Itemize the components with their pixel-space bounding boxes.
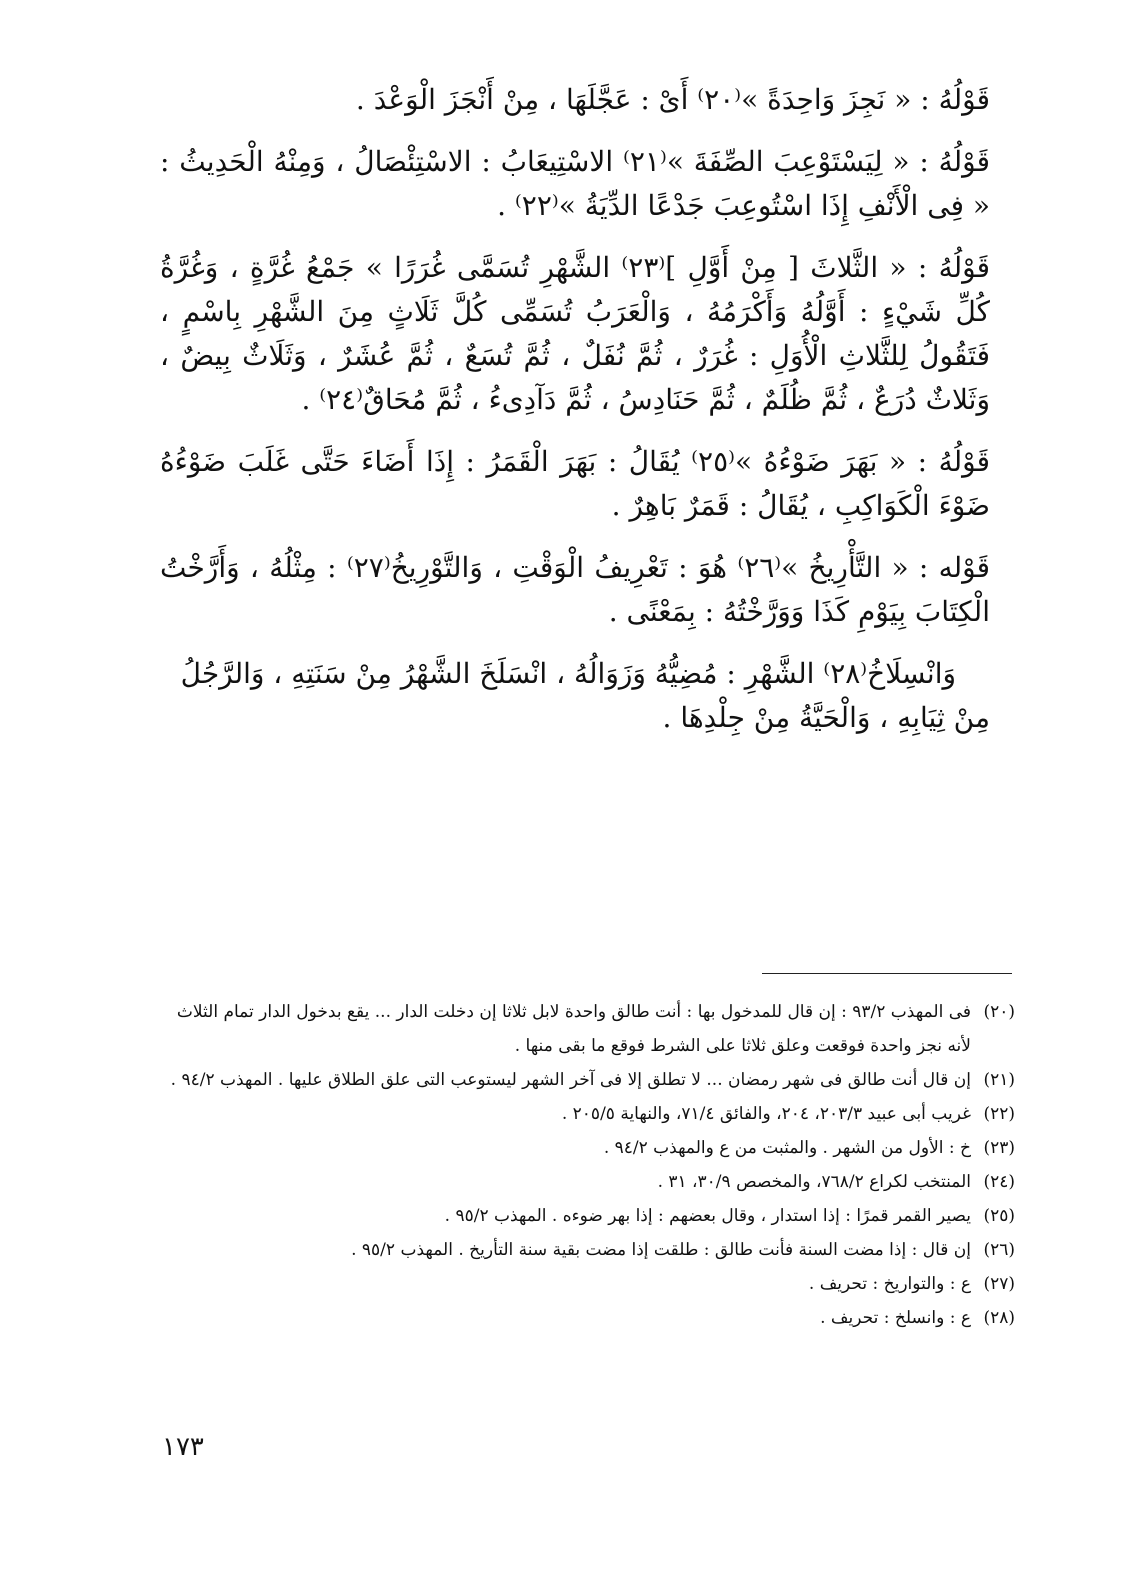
paragraph-4: قَوْلُهُ : « بَهَرَ ضَوْءُهُ »⁽٢٥⁾ يُقَالُ : بَهَرَ الْقَمَرُ : إِذَا أَضَاءَ حَتَّى غَلَبَ ضَوْءُهُ ضَوْءَ الْكَوَاكِبِ ، يُقَالُ : قَمَرٌ بَاهِرٌ .	[160, 445, 990, 522]
footnote-text: فى المهذب ٩٣/٢ : إن قال للمدخول بها : أنت طالق واحدة لابل ثلاثا إن دخلت الدار ... يقع بدخول الدار تمام الثلاث لأنه نجز واحدة فوقعت وعلق ثلاثا على الشرط فوقع ما بقى منها .	[176, 1002, 971, 1056]
footnote-24	[160, 1165, 1015, 1199]
footnote-26	[160, 1233, 1015, 1267]
footnote-separator	[762, 973, 1012, 974]
footnote-text: يصير القمر قمرًا : إذا استدار ، وقال بعضهم : إذا بهر ضوءه . المهذب ٩٥/٢ .	[444, 1206, 971, 1226]
footnote-number: (٢٠)	[983, 1002, 1015, 1022]
footnote-text: ع : وانسلخ : تحريف .	[820, 1308, 971, 1328]
footnote-27	[160, 1267, 1015, 1301]
footnote-number: (٢٦)	[983, 1240, 1015, 1260]
paragraph-1: قَوْلُهُ : « نَجِزَ وَاحِدَةً »⁽٢٠⁾ أَىْ : عَجَّلَهَا ، مِنْ أَنْجَزَ الْوَعْدَ .	[355, 83, 990, 116]
main-text	[160, 78, 990, 758]
paragraph-2: قَوْلُهُ : « لِيَسْتَوْعِبَ الصِّفَةَ »⁽٢١⁾ الاسْتِيعَابُ : الاسْتِئْصَالُ ، وَمِنْهُ الْحَدِيثُ : « فِى الْأَنْفِ إِذَا اسْتُوعِبَ جَدْعًا الدِّيَةُ »⁽٢٢⁾ .	[160, 145, 990, 222]
footnote-number: (٢٣)	[983, 1138, 1015, 1158]
footnote-text: المنتخب لكراع ٧٦٨/٢، والمخصص ٣٠/٩، ٣١ .	[657, 1172, 971, 1192]
footnote-number: (٢٧)	[983, 1274, 1015, 1294]
footnote-text: غريب أبى عبيد ٢٠٣/٣، ٢٠٤، والفائق ٧١/٤، والنهاية ٢٠٥/٥ .	[561, 1104, 971, 1124]
footnote-number: (٢٥)	[983, 1206, 1015, 1226]
footnote-28	[160, 1301, 1015, 1335]
footnotes	[160, 995, 1015, 1335]
footnote-text: إن قال : إذا مضت السنة فأنت طالق : طلقت إذا مضت بقية سنة التأريخ . المهذب ٩٥/٢ .	[351, 1240, 971, 1260]
footnote-text: إن قال أنت طالق فى شهر رمضان ... لا تطلق إلا فى آخر الشهر ليستوعب التى علق الطلاق عليها . المهذب ٩٤/٢ .	[170, 1070, 971, 1090]
footnote-number: (٢٨)	[983, 1308, 1015, 1328]
footnote-23	[160, 1131, 1015, 1165]
footnote-text: خ : الأول من الشهر . والمثبت من ع والمهذب ٩٤/٢ .	[603, 1138, 971, 1158]
footnote-25	[160, 1199, 1015, 1233]
footnote-number: (٢٤)	[983, 1172, 1015, 1192]
footnote-22	[160, 1097, 1015, 1131]
paragraph-3: قَوْلُهُ : « الثَّلاثَ [ مِنْ أَوَّلِ ]⁽٢٣⁾ الشَّهْرِ تُسَمَّى غُرَرًا » جَمْعُ غُرَّةٍ ، وَغُرَّةُ كُلِّ شَيْءٍ : أَوَّلُهُ وَأَكْرَمُهُ ، وَالْعَرَبُ تُسَمِّى كُلَّ ثَلَاثٍ مِنَ الشَّهْرِ بِاسْمٍ ، فَتَقُولُ لِلثَّلاثِ الْأُوَلِ : غُرَرٌ ، ثُمَّ نُفَلٌ ، ثُمَّ تُسَعٌ ، ثُمَّ عُشَرٌ ، وَثَلَاثٌ بِيضٌ ، وَثَلاثٌ دُرَعٌ ، ثُمَّ ظُلَمٌ ، ثُمَّ حَنَادِسُ ، ثُمَّ دَآدِىءُ ، ثُمَّ مُحَاقٌ⁽٢٤⁾ .	[160, 251, 990, 416]
footnote-21	[160, 1063, 1015, 1097]
footnote-number: (٢٢)	[983, 1104, 1015, 1124]
paragraph-6: وَانْسِلَاخُ⁽٢٨⁾ الشَّهْرِ : مُضِيُّهُ وَزَوَالُهُ ، انْسَلَخَ الشَّهْرُ مِنْ سَنَتِهِ ، وَالرَّجُلُ مِنْ ثِيَابِهِ ، وَالْحَيَّةُ مِنْ جِلْدِهَا .	[180, 657, 990, 734]
footnote-20	[160, 995, 1015, 1063]
paragraph-5: قَوْله : « التَّأْرِيخُ »⁽٢٦⁾ هُوَ : تَعْرِيفُ الْوَقْتِ ، وَالتَّوْرِيخُ⁽٢٧⁾ : مِثْلُهُ ، وَأَرَّخْتُ الْكِتَابَ بِيَوْمِ كَذَا وَوَرَّخْتُهُ : بِمَعْنًى .	[160, 551, 990, 628]
footnote-text: ع : والتواريخ : تحريف .	[808, 1274, 971, 1294]
footnote-number: (٢١)	[983, 1070, 1015, 1090]
page-number: ١٧٣	[162, 1432, 204, 1462]
